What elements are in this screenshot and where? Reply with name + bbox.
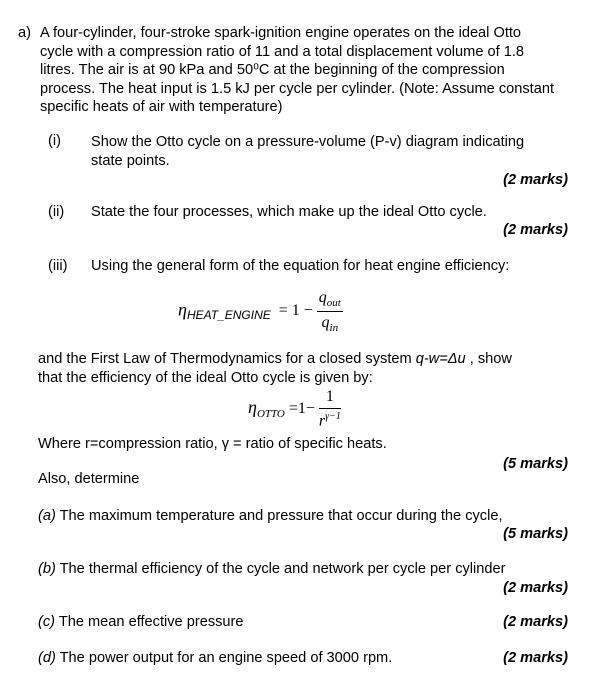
part-i-marks: (2 marks) — [503, 172, 568, 188]
sub-part-d-marks: (2 marks) — [503, 650, 568, 666]
sub-part-c: (c) The mean effective pressure — [38, 614, 244, 630]
heat-engine-efficiency-equation: $\eta_{HEAT\_ENGINE} = 1$ − $\frac{q_{out}}{q_{in}}$ — [178, 289, 341, 335]
intro-line-2: cycle with a compression ratio of 11 and a total displacement volume of 1.8 — [40, 43, 525, 60]
sub-part-d: (d) The power output for an engine speed of 3000 rpm. — [38, 650, 393, 666]
where-text: Where r=compression ratio, γ = ratio of specific heats. — [38, 436, 387, 452]
intro-line-3: litres. The air is at 90 kPa and 50⁰C at the beginning of the compression — [40, 62, 505, 79]
intro-line-1: a) A four-cylinder, four-stroke spark-ignition engine operates on the ideal Otto — [18, 25, 522, 41]
part-ii-marks: (2 marks) — [503, 222, 568, 238]
intro-line-5: specific heats of air with temperature) — [40, 99, 283, 116]
sub-part-a-marks: (5 marks) — [503, 526, 568, 542]
first-law-text: and the First Law of Thermodynamics for a closed system q-w=Δu , show that the efficiency of the ideal Otto cycle is given by: — [38, 351, 512, 386]
part-ii-text: State the four processes, which make up the ideal Otto cycle. — [91, 204, 487, 220]
sub-part-a: (a) The maximum temperature and pressure that occur during the cycle, — [38, 508, 503, 524]
part-i-text: Show the Otto cycle on a pressure-volume (P-v) diagram indicating state points. — [91, 134, 525, 169]
question-intro — [18, 24, 578, 117]
sub-part-b-marks: (2 marks) — [503, 580, 568, 596]
part-iii-text: Using the general form of the equation for heat engine efficiency: — [91, 258, 510, 274]
part-ii-number: (ii) — [48, 204, 65, 220]
intro-line-4: process. The heat input is 1.5 kJ per cycle per cylinder. (Note: Assume constant — [40, 80, 555, 97]
part-i-number: (i) — [48, 133, 61, 149]
also-determine-text: Also, determine — [38, 471, 140, 487]
sub-part-c-marks: (2 marks) — [503, 614, 568, 630]
part-iii-number: (iii) — [48, 258, 68, 274]
question-label: a) — [18, 25, 31, 41]
otto-efficiency-equation: $\eta_{OTTO} =1-$ $\frac{1}{r^{\gamma-1}}$ — [248, 388, 341, 430]
part-iii-marks: (5 marks) — [503, 456, 568, 472]
sub-part-b: (b) The thermal efficiency of the cycle and network per cycle per cylinder — [38, 561, 506, 577]
